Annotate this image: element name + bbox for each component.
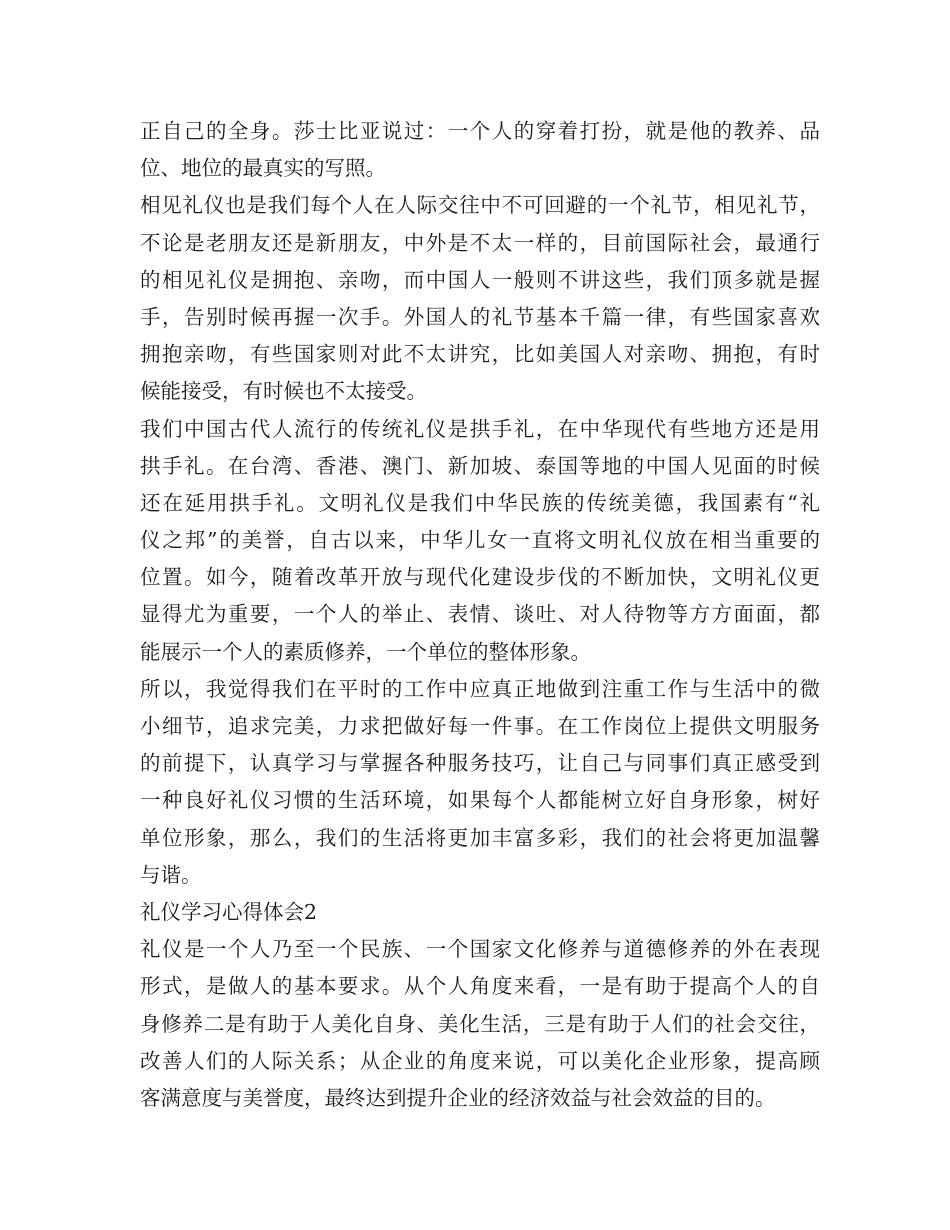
text-line: 还在延用拱手礼。文明礼仪是我们中华民族的传统美德，我国素有“礼 bbox=[140, 490, 820, 515]
text-line: 拥抱亲吻，有些国家则对此不太讲究，比如美国人对亲吻、拥抱，有时 bbox=[140, 342, 820, 367]
text-line: 小细节，追求完美，力求把做好每一件事。在工作岗位上提供文明服务 bbox=[140, 714, 820, 738]
text-line: 礼仪是一个人乃至一个民族、一个国家文化修养与道德修养的外在表现 bbox=[140, 937, 820, 962]
text-line: 我们中国古代人流行的传统礼仪是拱手礼，在中华现代有些地方还是用 bbox=[140, 416, 820, 441]
text-line: 候能接受，有时候也不太接受。 bbox=[140, 379, 427, 404]
text-line: 仪之邦”的美誉，自古以来，中华儿女一直将文明礼仪放在相当重要的 bbox=[140, 528, 820, 553]
text-line: 一种良好礼仪习惯的生活环境，如果每个人都能树立好自身形象，树好 bbox=[140, 788, 820, 813]
text-line: 的相见礼仪是拥抱、亲吻，而中国人一般则不讲这些，我们顶多就是握 bbox=[140, 267, 820, 292]
text-line: 显得尤为重要，一个人的举止、表情、谈吐、对人待物等方方面面，都 bbox=[140, 602, 820, 627]
text-line: 身修养二是有助于人美化自身、美化生活，三是有助于人们的社会交往， bbox=[140, 1011, 820, 1036]
text-line: 相见礼仪也是我们每个人在人际交往中不可回避的一个礼节，相见礼节， bbox=[140, 193, 820, 218]
text-line: 客满意度与美誉度，最终达到提升企业的经济效益与社会效益的目的。 bbox=[140, 1085, 776, 1110]
text-line: 的前提下，认真学习与掌握各种服务技巧，让自己与同事们真正感受到 bbox=[140, 751, 820, 776]
text-line: 正自己的全身。莎士比亚说过：一个人的穿着打扮，就是他的教养、品 bbox=[140, 119, 820, 143]
document-body bbox=[140, 113, 820, 1117]
text-line: 所以，我觉得我们在平时的工作中应真正地做到注重工作与生活中的微 bbox=[140, 676, 820, 701]
text-line: 手，告别时候再握一次手。外国人的礼节基本千篇一律，有些国家喜欢 bbox=[140, 304, 820, 329]
text-line: 位置。如今，随着改革开放与现代化建设步伐的不断加快，文明礼仪更 bbox=[140, 565, 820, 590]
text-line: 拱手礼。在台湾、香港、澳门、新加坡、泰国等地的中国人见面的时候 bbox=[140, 453, 820, 478]
text-line: 位、地位的最真实的写照。 bbox=[140, 156, 386, 181]
text-line: 与谐。 bbox=[140, 862, 202, 887]
text-line: 能展示一个人的素质修养，一个单位的整体形象。 bbox=[140, 639, 591, 664]
text-line: 不论是老朋友还是新朋友，中外是不太一样的，目前国际社会，最通行 bbox=[140, 230, 820, 255]
text-line: 礼仪学习心得体会2 bbox=[140, 899, 318, 924]
text-line: 形式，是做人的基本要求。从个人角度来看，一是有助于提高个人的自 bbox=[140, 974, 820, 999]
text-line: 改善人们的人际关系；从企业的角度来说，可以美化企业形象，提高顾 bbox=[140, 1048, 820, 1073]
text-line: 单位形象，那么，我们的生活将更加丰富多彩，我们的社会将更加温馨 bbox=[140, 825, 820, 850]
